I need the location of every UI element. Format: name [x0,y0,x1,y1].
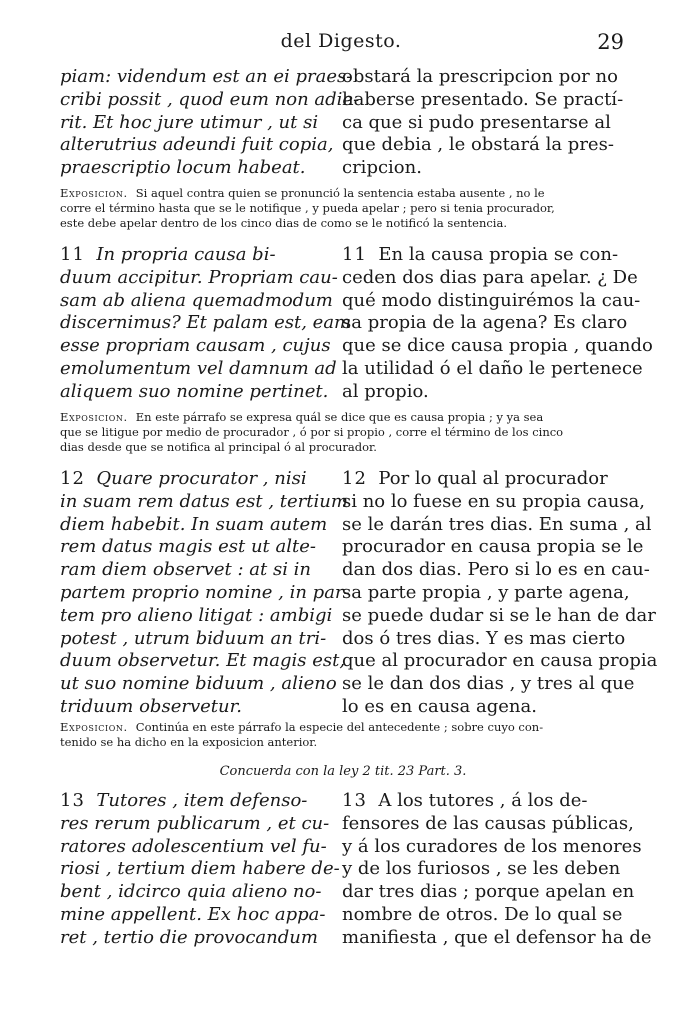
latin-line: discernimus? Et palam est, eam [60,312,352,334]
running-title: del Digesto. [280,30,402,52]
latin-line: partem proprio nomine , in par- [60,581,350,603]
section-number: 12 [342,468,367,489]
latin-line: in suam rem datus est , tertium [60,490,348,512]
spanish-line: lo es en causa agena. [342,695,537,717]
section-number: 12 [60,468,85,489]
spanish-line: sa parte propia , y parte agena, [342,581,630,603]
latin-line: In propria causa bi- [96,244,276,265]
exposicion-text: dias desde que se notifica al principal ó al procurador. [60,440,377,454]
section-number: 13 [342,790,367,811]
exposicion-text: este debe apelar dentro de los cinco dias de como se le notificó la sentencia. [60,216,508,230]
exposicion-text: tenido se ha dicho en la exposicion anterior. [60,735,318,749]
latin-line: riosi , tertium diem habere de- [60,858,340,880]
spanish-line: se le darán tres dias. En suma , al [342,513,652,535]
spanish-column-section-11 [342,244,653,404]
spanish-line: que se dice causa propia , quando [342,335,653,357]
page-header [0,30,682,60]
exposicion-text: corre el término hasta que se le notifique , y pueda apelar ; pero si tenia procurador, [60,201,555,215]
latin-line: triduum observetur. [60,695,242,717]
exposicion-text: En este párrafo se expresa quál se dice que es causa propia ; y ya sea [135,410,544,424]
spanish-line: Por lo qual al procurador [378,468,608,489]
exposicion-note [60,720,626,750]
exposicion-note [60,186,626,231]
spanish-line: se le dan dos dias , y tres al que [342,673,635,695]
latin-line: diem habebit. In suam autem [60,513,328,535]
latin-line: mine appellent. Ex hoc appa- [60,903,326,925]
spanish-line: En la causa propia se con- [378,244,619,265]
spanish-line: dar tres dias ; porque apelan en [342,881,635,903]
latin-line: esse propriam causam , cujus [60,335,331,357]
spanish-line: obstará la prescripcion por no [342,66,618,87]
latin-line: cribi possit , quod eum non adie- [60,88,360,110]
spanish-line: procurador en causa propia se le [342,536,644,558]
spanish-line: nombre de otros. De lo qual se [342,903,623,925]
latin-line: piam: videndum est an ei praes- [60,66,353,87]
page-number: 29 [597,30,624,54]
spanish-line: que debia , le obstará la pres- [342,134,614,156]
exposicion-text: Continúa en este párrafo la especie del antecedente ; sobre cuyo con- [135,720,544,734]
spanish-line: al propio. [342,380,429,402]
latin-line: sam ab aliena quemadmodum [60,289,333,311]
latin-line: duum accipitur. Propriam cau- [60,266,338,288]
latin-line: duum observetur. Et magis est, [60,650,346,672]
spanish-line: dan dos dias. Pero si lo es en cau- [342,559,650,581]
section-number: 11 [60,244,85,265]
latin-line: ret , tertio die provocandum [60,926,318,948]
latin-line: praescriptio locum habeat. [60,157,306,179]
spanish-line: manifiesta , que el defensor ha de [342,926,652,948]
spanish-line: y á los curadores de los menores [342,835,642,857]
spanish-line: cripcion. [342,157,422,179]
latin-line: ram diem observet : at si in [60,559,312,581]
spanish-line: ceden dos dias para apelar. ¿ De [342,266,638,288]
latin-line: res rerum publicarum , et cu- [60,812,330,834]
spanish-column-section-12 [342,468,658,719]
spanish-column-section-13 [342,790,652,950]
spanish-line: que al procurador en causa propia [342,650,658,672]
spanish-line: dos ó tres dias. Y es mas cierto [342,627,626,649]
latin-column-continuation [60,66,360,180]
spanish-line: se puede dudar si se le han de dar [342,604,656,626]
spanish-line: si no lo fuese en su propia causa, [342,490,646,512]
latin-line: potest , utrum biduum an tri- [60,627,327,649]
latin-line: tem pro alieno litigat : ambigi [60,604,333,626]
latin-column-section-11 [60,244,352,404]
latin-line: ratores adolescentium vel fu- [60,835,327,857]
spanish-line: qué modo distinguirémos la cau- [342,289,641,311]
spanish-line: fensores de las causas públicas, [342,812,634,834]
spanish-line: la utilidad ó el daño le pertenece [342,357,643,379]
latin-line: Quare procurator , nisi [96,468,307,489]
latin-line: rit. Et hoc jure utimur , ut si [60,111,319,133]
spanish-line: A los tutores , á los de- [378,790,588,811]
exposicion-note [60,410,626,455]
latin-line: aliquem suo nomine pertinet. [60,380,329,402]
spanish-line: sa propia de la agena? Es claro [342,312,628,334]
section-number: 11 [342,244,367,265]
latin-column-section-13 [60,790,340,950]
section-number: 13 [60,790,85,811]
spanish-column-continuation [342,66,624,180]
spanish-line: haberse presentado. Se practí- [342,88,624,110]
latin-line: alterutrius adeundi fuit copia, [60,134,334,156]
latin-line: Tutores , item defenso- [96,790,308,811]
latin-column-section-12 [60,468,350,719]
latin-line: rem datus magis est ut alte- [60,536,316,558]
spanish-line: y de los furiosos , se les deben [342,858,621,880]
exposicion-label: Exposicion. [60,410,128,424]
concordance-note: Concuerda con la ley 2 tit. 23 Part. 3. [219,764,467,779]
latin-line: bent , idcirco quia alieno no- [60,881,322,903]
latin-line: emolumentum vel damnum ad [60,357,337,379]
latin-line: ut suo nomine biduum , alieno [60,673,337,695]
exposicion-text: que se litigue por medio de procurador , ó por si propio , corre el término de los cinco [60,425,564,439]
exposicion-label: Exposicion. [60,720,128,734]
spanish-line: ca que si pudo presentarse al [342,111,611,133]
exposicion-text: Si aquel contra quien se pronunció la sentencia estaba ausente , no le [135,186,545,200]
exposicion-label: Exposicion. [60,186,128,200]
